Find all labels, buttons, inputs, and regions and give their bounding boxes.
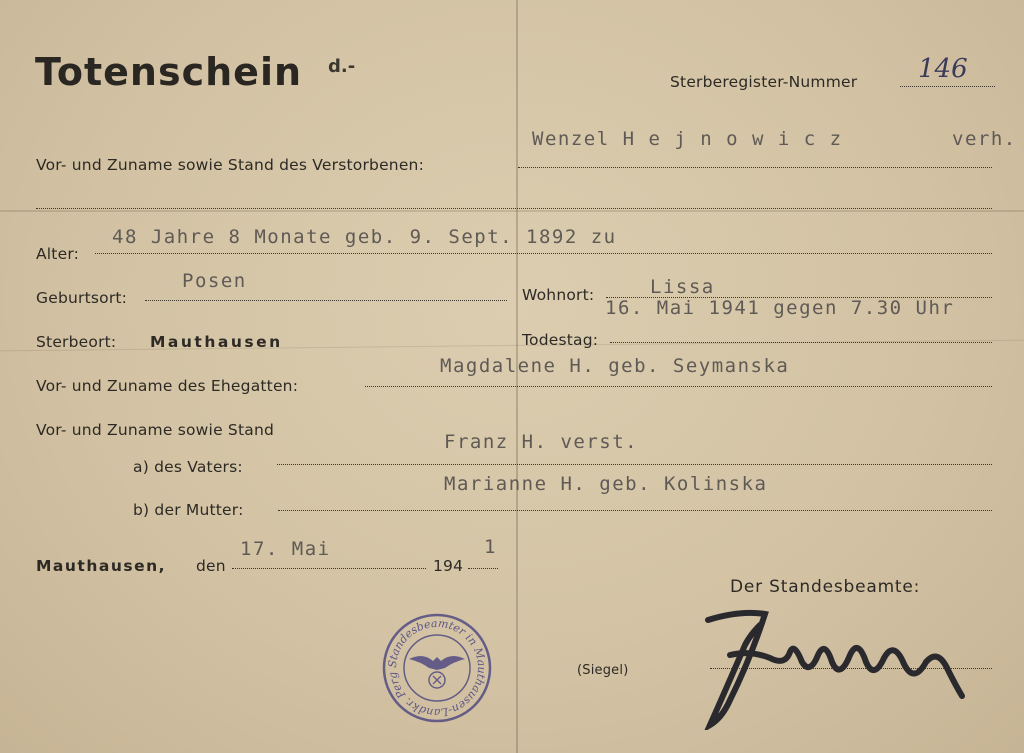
residence-value: Lissa	[650, 276, 715, 298]
deceased-status-value: verh.	[952, 128, 1017, 150]
mother-line	[278, 510, 992, 511]
birthplace-value: Posen	[182, 270, 247, 292]
stamp-text: Standesbeamter in Mauthausen-Landkr. Perg	[385, 616, 489, 720]
footer-den: den	[196, 557, 226, 575]
document-title: Totenschein	[35, 50, 303, 94]
spouse-value: Magdalene H. geb. Seymanska	[440, 355, 790, 377]
official-label: Der Standesbeamte:	[730, 577, 921, 597]
father-value: Franz H. verst.	[444, 431, 639, 453]
father-line	[277, 464, 992, 465]
footer-place: Mauthausen,	[36, 557, 167, 575]
official-stamp	[381, 612, 493, 724]
age-label: Alter:	[36, 245, 80, 263]
register-number-value: 146	[918, 54, 968, 84]
seal-label: (Siegel)	[577, 663, 629, 678]
mother-value: Marianne H. geb. Kolinska	[444, 473, 768, 495]
death-place-value: Mauthausen	[150, 333, 283, 351]
death-day-label: Todestag:	[522, 331, 599, 349]
spouse-label: Vor- und Zuname des Ehegatten:	[36, 377, 299, 395]
mother-label: b) der Mutter:	[133, 501, 244, 519]
deceased-name-label: Vor- und Zuname sowie Stand des Verstorbenen:	[36, 156, 425, 174]
horizontal-fold	[0, 210, 1024, 212]
footer-date-value: 17. Mai	[240, 538, 331, 560]
footer-year-prefix: 194	[433, 557, 464, 575]
age-line	[95, 253, 992, 254]
parents-label: Vor- und Zuname sowie Stand	[36, 421, 275, 439]
residence-label: Wohnort:	[522, 286, 595, 304]
official-signature	[690, 600, 980, 730]
signature-icon	[690, 600, 980, 730]
footer-date-line	[232, 568, 426, 569]
deceased-name-line	[518, 167, 992, 168]
father-label: a) des Vaters:	[133, 458, 243, 476]
deceased-name-value: Wenzel H e j n o w i c z	[532, 128, 843, 150]
death-day-line	[610, 342, 992, 343]
footer-year-suffix: 1	[484, 536, 497, 558]
death-place-label: Sterbeort:	[36, 333, 117, 351]
stamp-icon	[381, 612, 493, 724]
title-suffix: d.-	[328, 56, 356, 77]
register-number-label: Sterberegister-Nummer	[670, 73, 858, 91]
birthplace-line	[145, 300, 507, 301]
register-number-line	[900, 86, 995, 87]
spouse-line	[365, 386, 992, 387]
footer-year-line	[468, 568, 498, 569]
death-day-value: 16. Mai 1941 gegen 7.30 Uhr	[605, 297, 955, 319]
deceased-name-line-2	[36, 208, 992, 209]
birthplace-label: Geburtsort:	[36, 289, 128, 307]
age-value: 48 Jahre 8 Monate geb. 9. Sept. 1892 zu	[112, 226, 617, 248]
